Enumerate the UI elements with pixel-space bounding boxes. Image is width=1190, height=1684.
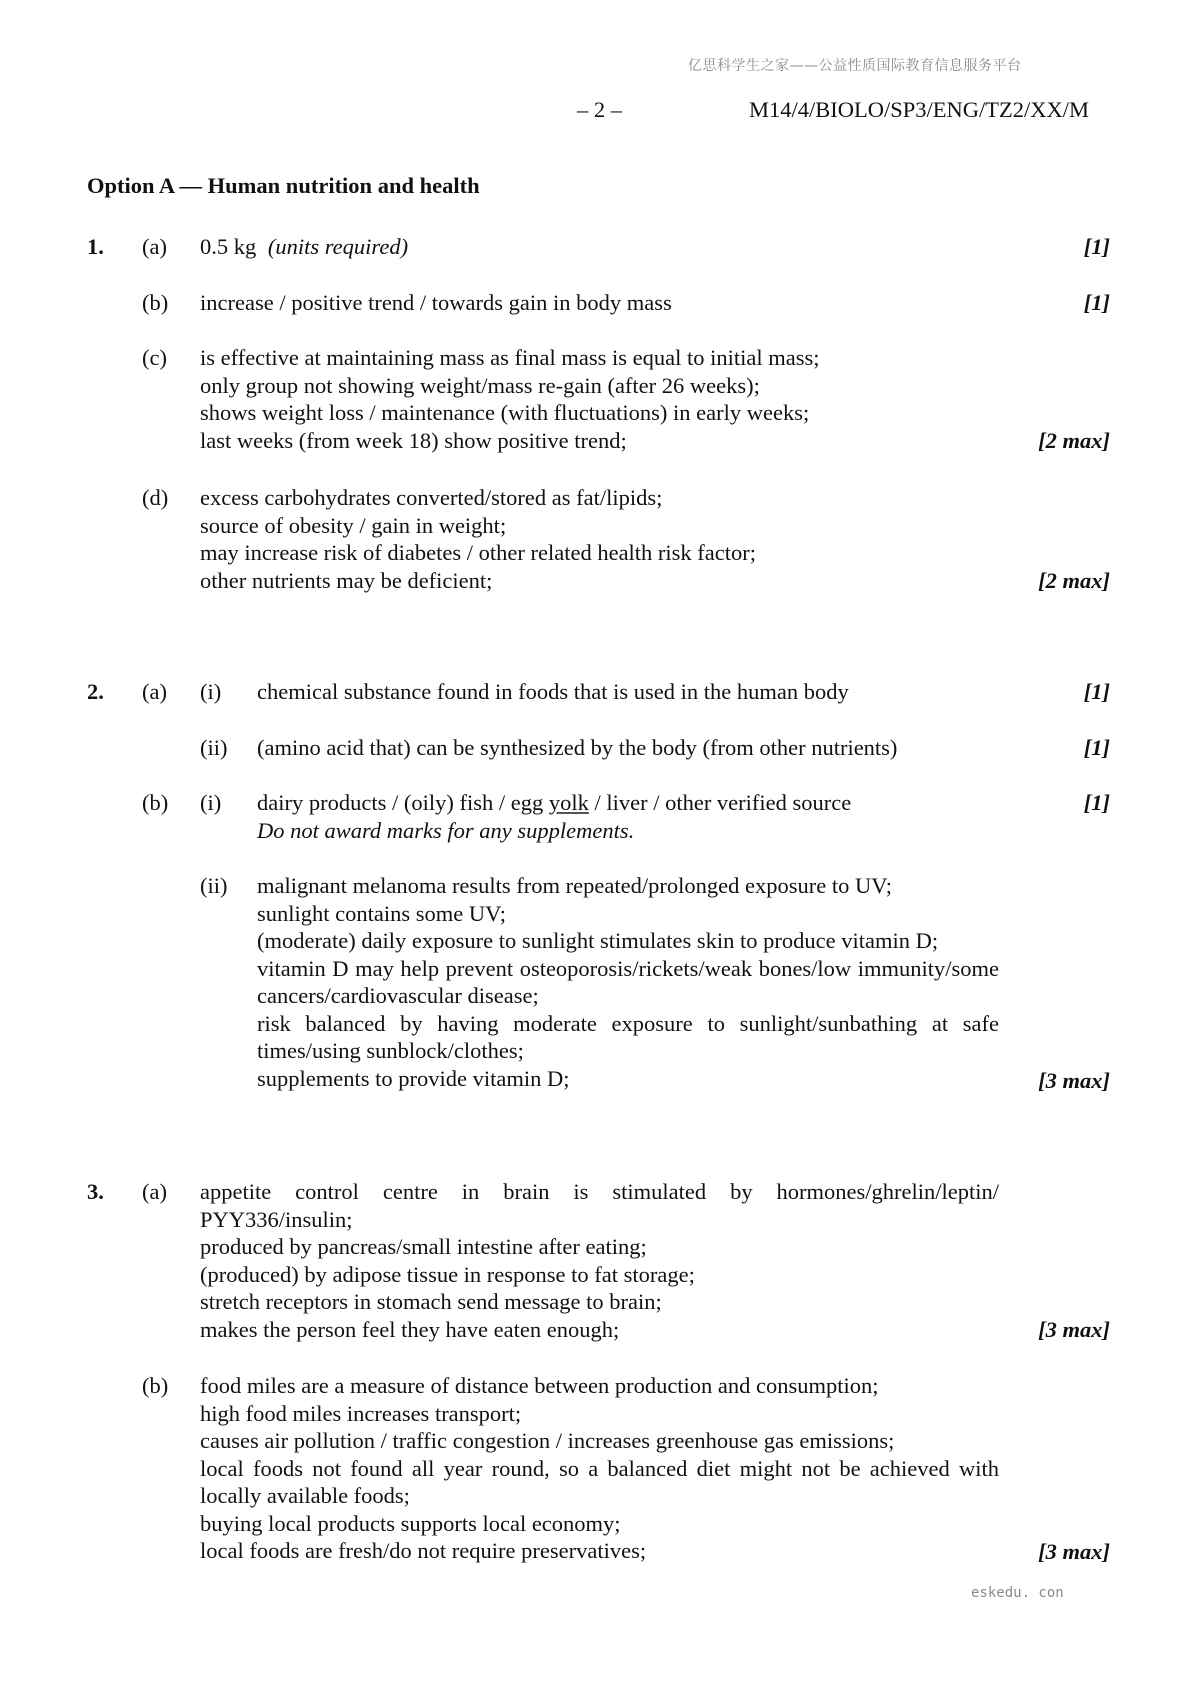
part-label: (a) bbox=[142, 234, 167, 259]
answer-list bbox=[200, 344, 1000, 454]
answer-list bbox=[200, 1372, 999, 1565]
answer-list bbox=[200, 484, 1000, 594]
part-label: (d) bbox=[142, 485, 169, 510]
marks-badge: [2 max] bbox=[1038, 568, 1110, 593]
marking-note: Do not award marks for any supplements. bbox=[257, 817, 635, 843]
answer-list bbox=[200, 1178, 999, 1343]
answer-line: shows weight loss / maintenance (with fluctuations) in early weeks; bbox=[200, 400, 810, 425]
answer-line: local foods not found all year round, so a balanced diet might not be achieved with locally available foods; bbox=[200, 1455, 999, 1508]
answer-line: makes the person feel they have eaten enough; bbox=[200, 1316, 620, 1342]
answer-line: risk balanced by having moderate exposure to sunlight/sunbathing at safe times/using sunblock/clothes; bbox=[257, 1010, 999, 1063]
section-title: Option A — Human nutrition and health bbox=[87, 173, 480, 198]
answer-text bbox=[200, 233, 408, 261]
answer-text bbox=[257, 789, 997, 817]
part-label: (a) bbox=[142, 679, 167, 704]
answer-line: causes air pollution / traffic congestion / increases greenhouse gas emissions; bbox=[200, 1428, 895, 1453]
answer-line: malignant melanoma results from repeated/prolonged exposure to UV; bbox=[257, 873, 893, 898]
answer-line: source of obesity / gain in weight; bbox=[200, 512, 507, 538]
answer-line: sunlight contains some UV; bbox=[257, 900, 506, 926]
answer-line: other nutrients may be deficient; bbox=[200, 567, 493, 593]
page-number: – 2 – bbox=[577, 97, 622, 122]
watermark-footer: eskedu. con bbox=[971, 1585, 1064, 1601]
marks-badge: [3 max] bbox=[1038, 1317, 1110, 1342]
marks-badge: [2 max] bbox=[1038, 428, 1110, 453]
answer-line: only group not showing weight/mass re-gain (after 26 weeks); bbox=[200, 372, 760, 398]
marks-badge: [1] bbox=[1083, 290, 1110, 315]
answer-text-part: / liver / other verified source bbox=[588, 790, 852, 815]
marks-badge: [1] bbox=[1083, 790, 1110, 815]
part-label: (b) bbox=[142, 1373, 169, 1398]
answer-block bbox=[257, 789, 997, 844]
part-label: (b) bbox=[142, 290, 169, 315]
document-code: M14/4/BIOLO/SP3/ENG/TZ2/XX/M bbox=[749, 97, 1090, 122]
answer-text: (amino acid that) can be synthesized by the body (from other nutrients) bbox=[257, 735, 898, 760]
answer-line: is effective at maintaining mass as final mass is equal to initial mass; bbox=[200, 345, 820, 370]
marks-badge: [1] bbox=[1083, 735, 1110, 760]
answer-text: increase / positive trend / towards gain in body mass bbox=[200, 290, 672, 315]
watermark-header: 亿思科学生之家——公益性质国际教育信息服务平台 bbox=[688, 58, 1022, 74]
answer-line: vitamin D may help prevent osteoporosis/rickets/weak bones/low immunity/some cancers/cardiovascular disease; bbox=[257, 955, 999, 1008]
answer-line: stretch receptors in stomach send message to brain; bbox=[200, 1289, 662, 1314]
answer-note: (units required) bbox=[267, 234, 409, 259]
answer-list bbox=[257, 872, 999, 1092]
answer-line: local foods are fresh/do not require preservatives; bbox=[200, 1538, 647, 1563]
marks-badge: [1] bbox=[1083, 234, 1110, 259]
question-number: 2. bbox=[87, 679, 104, 704]
answer-line: food miles are a measure of distance between production and consumption; bbox=[200, 1373, 879, 1398]
part-label: (b) bbox=[142, 790, 169, 815]
subpart-label: (i) bbox=[200, 679, 222, 704]
part-label: (c) bbox=[142, 345, 167, 370]
answer-line: excess carbohydrates converted/stored as fat/lipids; bbox=[200, 485, 663, 510]
answer-line: (moderate) daily exposure to sunlight stimulates skin to produce vitamin D; bbox=[257, 928, 939, 953]
answer-line: supplements to provide vitamin D; bbox=[257, 1065, 570, 1091]
answer-line: last weeks (from week 18) show positive trend; bbox=[200, 427, 627, 453]
answer-line: may increase risk of diabetes / other related health risk factor; bbox=[200, 540, 757, 565]
marks-badge: [3 max] bbox=[1038, 1068, 1110, 1093]
subpart-label: (i) bbox=[200, 790, 222, 815]
question-number: 1. bbox=[87, 234, 104, 259]
answer-line: high food miles increases transport; bbox=[200, 1400, 522, 1426]
subpart-label: (ii) bbox=[200, 735, 228, 760]
answer-underlined-word: yolk bbox=[548, 790, 589, 815]
answer-text: chemical substance found in foods that is used in the human body bbox=[257, 679, 849, 704]
answer-line: buying local products supports local economy; bbox=[200, 1510, 621, 1536]
answer-line: (produced) by adipose tissue in response to fat storage; bbox=[200, 1261, 695, 1287]
answer-line: appetite control centre in brain is stimulated by hormones/ghrelin/leptin/ PYY336/insulin; bbox=[200, 1179, 999, 1232]
marks-badge: [1] bbox=[1083, 679, 1110, 704]
marks-badge: [3 max] bbox=[1038, 1539, 1110, 1564]
answer-value: 0.5 kg bbox=[200, 234, 257, 259]
question-number: 3. bbox=[87, 1179, 104, 1204]
part-label: (a) bbox=[142, 1179, 167, 1204]
subpart-label: (ii) bbox=[200, 873, 228, 898]
answer-line: produced by pancreas/small intestine after eating; bbox=[200, 1234, 647, 1259]
answer-text-part: dairy products / (oily) fish / egg bbox=[257, 790, 549, 815]
